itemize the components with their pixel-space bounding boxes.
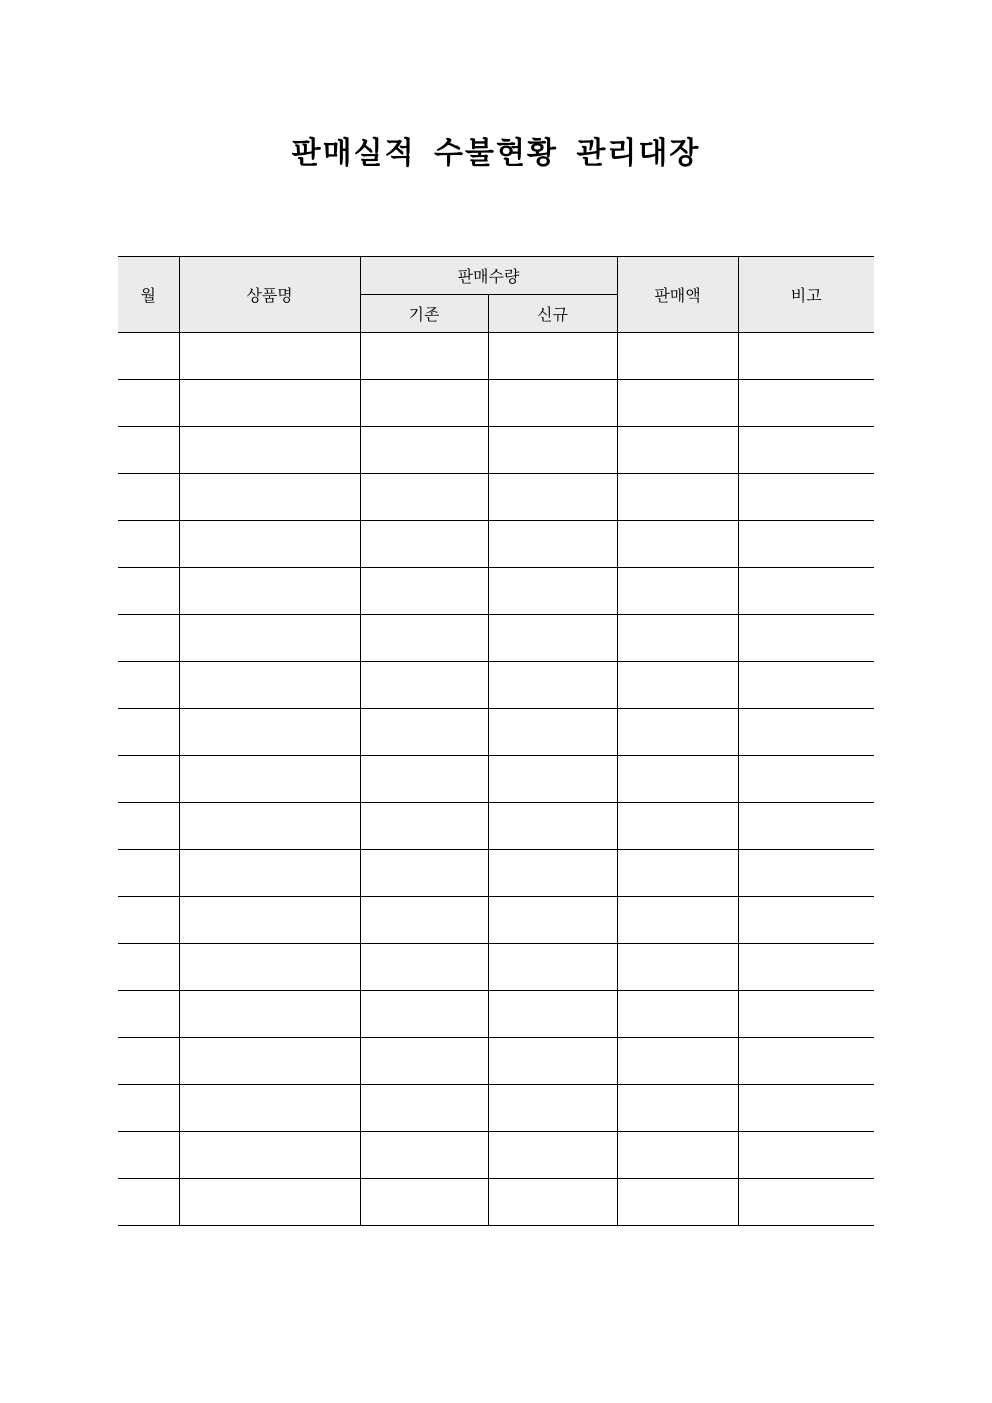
cell-sales-amount[interactable] xyxy=(617,568,738,615)
cell-month[interactable] xyxy=(118,615,179,662)
cell-new[interactable] xyxy=(488,427,617,474)
cell-product-name[interactable] xyxy=(179,756,360,803)
cell-existing[interactable] xyxy=(360,1179,488,1226)
table-row xyxy=(118,709,874,756)
cell-existing[interactable] xyxy=(360,850,488,897)
cell-existing[interactable] xyxy=(360,803,488,850)
cell-product-name[interactable] xyxy=(179,709,360,756)
cell-existing[interactable] xyxy=(360,991,488,1038)
cell-remarks[interactable] xyxy=(738,333,874,380)
header-month: 월 xyxy=(118,257,179,333)
cell-existing[interactable] xyxy=(360,1038,488,1085)
cell-remarks[interactable] xyxy=(738,1179,874,1226)
cell-remarks[interactable] xyxy=(738,615,874,662)
table-row xyxy=(118,850,874,897)
cell-new[interactable] xyxy=(488,662,617,709)
page-title: 판매실적 수불현황 관리대장 xyxy=(291,136,701,171)
cell-existing[interactable] xyxy=(360,427,488,474)
cell-product-name[interactable] xyxy=(179,1085,360,1132)
cell-sales-amount[interactable] xyxy=(617,1132,738,1179)
cell-remarks[interactable] xyxy=(738,944,874,991)
cell-remarks[interactable] xyxy=(738,991,874,1038)
cell-new[interactable] xyxy=(488,568,617,615)
table-row xyxy=(118,521,874,568)
cell-existing[interactable] xyxy=(360,756,488,803)
cell-product-name[interactable] xyxy=(179,944,360,991)
cell-month[interactable] xyxy=(118,850,179,897)
cell-sales-amount[interactable] xyxy=(617,1038,738,1085)
cell-sales-amount[interactable] xyxy=(617,850,738,897)
cell-existing[interactable] xyxy=(360,474,488,521)
cell-existing[interactable] xyxy=(360,709,488,756)
table-row xyxy=(118,568,874,615)
cell-new[interactable] xyxy=(488,1085,617,1132)
cell-month[interactable] xyxy=(118,709,179,756)
cell-new[interactable] xyxy=(488,897,617,944)
cell-product-name[interactable] xyxy=(179,427,360,474)
cell-new[interactable] xyxy=(488,803,617,850)
cell-remarks[interactable] xyxy=(738,897,874,944)
cell-month[interactable] xyxy=(118,1085,179,1132)
cell-product-name[interactable] xyxy=(179,1179,360,1226)
table-row xyxy=(118,897,874,944)
cell-product-name[interactable] xyxy=(179,568,360,615)
header-row-top xyxy=(118,257,874,295)
header-sales-amount: 판매액 xyxy=(617,257,738,333)
cell-new[interactable] xyxy=(488,944,617,991)
table-row xyxy=(118,1038,874,1085)
cell-sales-amount[interactable] xyxy=(617,333,738,380)
cell-sales-amount[interactable] xyxy=(617,380,738,427)
cell-remarks[interactable] xyxy=(738,521,874,568)
table-row xyxy=(118,1132,874,1179)
cell-month[interactable] xyxy=(118,1132,179,1179)
cell-product-name[interactable] xyxy=(179,333,360,380)
cell-sales-amount[interactable] xyxy=(617,1085,738,1132)
cell-product-name[interactable] xyxy=(179,521,360,568)
cell-existing[interactable] xyxy=(360,333,488,380)
cell-existing[interactable] xyxy=(360,380,488,427)
cell-month[interactable] xyxy=(118,662,179,709)
cell-remarks[interactable] xyxy=(738,662,874,709)
cell-remarks[interactable] xyxy=(738,850,874,897)
cell-sales-amount[interactable] xyxy=(617,709,738,756)
cell-remarks[interactable] xyxy=(738,1132,874,1179)
table-row xyxy=(118,474,874,521)
header-remarks: 비고 xyxy=(738,257,874,333)
header-existing: 기존 xyxy=(360,295,488,333)
cell-new[interactable] xyxy=(488,756,617,803)
table-row xyxy=(118,756,874,803)
cell-remarks[interactable] xyxy=(738,1085,874,1132)
table-row xyxy=(118,1179,874,1226)
cell-month[interactable] xyxy=(118,521,179,568)
cell-new[interactable] xyxy=(488,1132,617,1179)
cell-product-name[interactable] xyxy=(179,897,360,944)
cell-existing[interactable] xyxy=(360,662,488,709)
cell-remarks[interactable] xyxy=(738,568,874,615)
cell-month[interactable] xyxy=(118,474,179,521)
cell-month[interactable] xyxy=(118,568,179,615)
table-row xyxy=(118,615,874,662)
table-row xyxy=(118,1085,874,1132)
cell-existing[interactable] xyxy=(360,521,488,568)
cell-sales-amount[interactable] xyxy=(617,944,738,991)
cell-month[interactable] xyxy=(118,1179,179,1226)
cell-existing[interactable] xyxy=(360,944,488,991)
table-row xyxy=(118,991,874,1038)
cell-sales-amount[interactable] xyxy=(617,756,738,803)
cell-month[interactable] xyxy=(118,333,179,380)
cell-new[interactable] xyxy=(488,380,617,427)
cell-new[interactable] xyxy=(488,850,617,897)
cell-sales-amount[interactable] xyxy=(617,427,738,474)
cell-sales-amount[interactable] xyxy=(617,474,738,521)
cell-month[interactable] xyxy=(118,991,179,1038)
cell-remarks[interactable] xyxy=(738,380,874,427)
cell-new[interactable] xyxy=(488,1179,617,1226)
cell-sales-amount[interactable] xyxy=(617,1179,738,1226)
cell-sales-amount[interactable] xyxy=(617,991,738,1038)
cell-product-name[interactable] xyxy=(179,615,360,662)
table-row xyxy=(118,803,874,850)
cell-month[interactable] xyxy=(118,1038,179,1085)
cell-month[interactable] xyxy=(118,944,179,991)
table-row xyxy=(118,944,874,991)
cell-new[interactable] xyxy=(488,1038,617,1085)
cell-product-name[interactable] xyxy=(179,991,360,1038)
cell-new[interactable] xyxy=(488,615,617,662)
cell-sales-amount[interactable] xyxy=(617,521,738,568)
cell-remarks[interactable] xyxy=(738,709,874,756)
header-product-name: 상품명 xyxy=(179,257,360,333)
cell-month[interactable] xyxy=(118,427,179,474)
cell-new[interactable] xyxy=(488,333,617,380)
cell-month[interactable] xyxy=(118,803,179,850)
cell-product-name[interactable] xyxy=(179,803,360,850)
cell-sales-amount[interactable] xyxy=(617,615,738,662)
cell-product-name[interactable] xyxy=(179,380,360,427)
table-row xyxy=(118,380,874,427)
cell-product-name[interactable] xyxy=(179,662,360,709)
cell-existing[interactable] xyxy=(360,1085,488,1132)
header-new: 신규 xyxy=(488,295,617,333)
cell-sales-amount[interactable] xyxy=(617,803,738,850)
table-row xyxy=(118,427,874,474)
cell-existing[interactable] xyxy=(360,1132,488,1179)
cell-sales-amount[interactable] xyxy=(617,897,738,944)
table-row xyxy=(118,333,874,380)
cell-sales-amount[interactable] xyxy=(617,662,738,709)
cell-new[interactable] xyxy=(488,474,617,521)
table-body xyxy=(118,333,874,1226)
cell-remarks[interactable] xyxy=(738,756,874,803)
cell-remarks[interactable] xyxy=(738,427,874,474)
cell-new[interactable] xyxy=(488,991,617,1038)
cell-remarks[interactable] xyxy=(738,1038,874,1085)
cell-month[interactable] xyxy=(118,756,179,803)
cell-product-name[interactable] xyxy=(179,1038,360,1085)
cell-product-name[interactable] xyxy=(179,850,360,897)
cell-new[interactable] xyxy=(488,521,617,568)
cell-product-name[interactable] xyxy=(179,474,360,521)
cell-month[interactable] xyxy=(118,897,179,944)
cell-new[interactable] xyxy=(488,709,617,756)
cell-remarks[interactable] xyxy=(738,803,874,850)
header-sales-qty: 판매수량 xyxy=(360,257,617,295)
sales-ledger-table xyxy=(118,256,874,1226)
cell-product-name[interactable] xyxy=(179,1132,360,1179)
cell-remarks[interactable] xyxy=(738,474,874,521)
cell-existing[interactable] xyxy=(360,615,488,662)
cell-existing[interactable] xyxy=(360,568,488,615)
cell-month[interactable] xyxy=(118,380,179,427)
cell-existing[interactable] xyxy=(360,897,488,944)
table-row xyxy=(118,662,874,709)
